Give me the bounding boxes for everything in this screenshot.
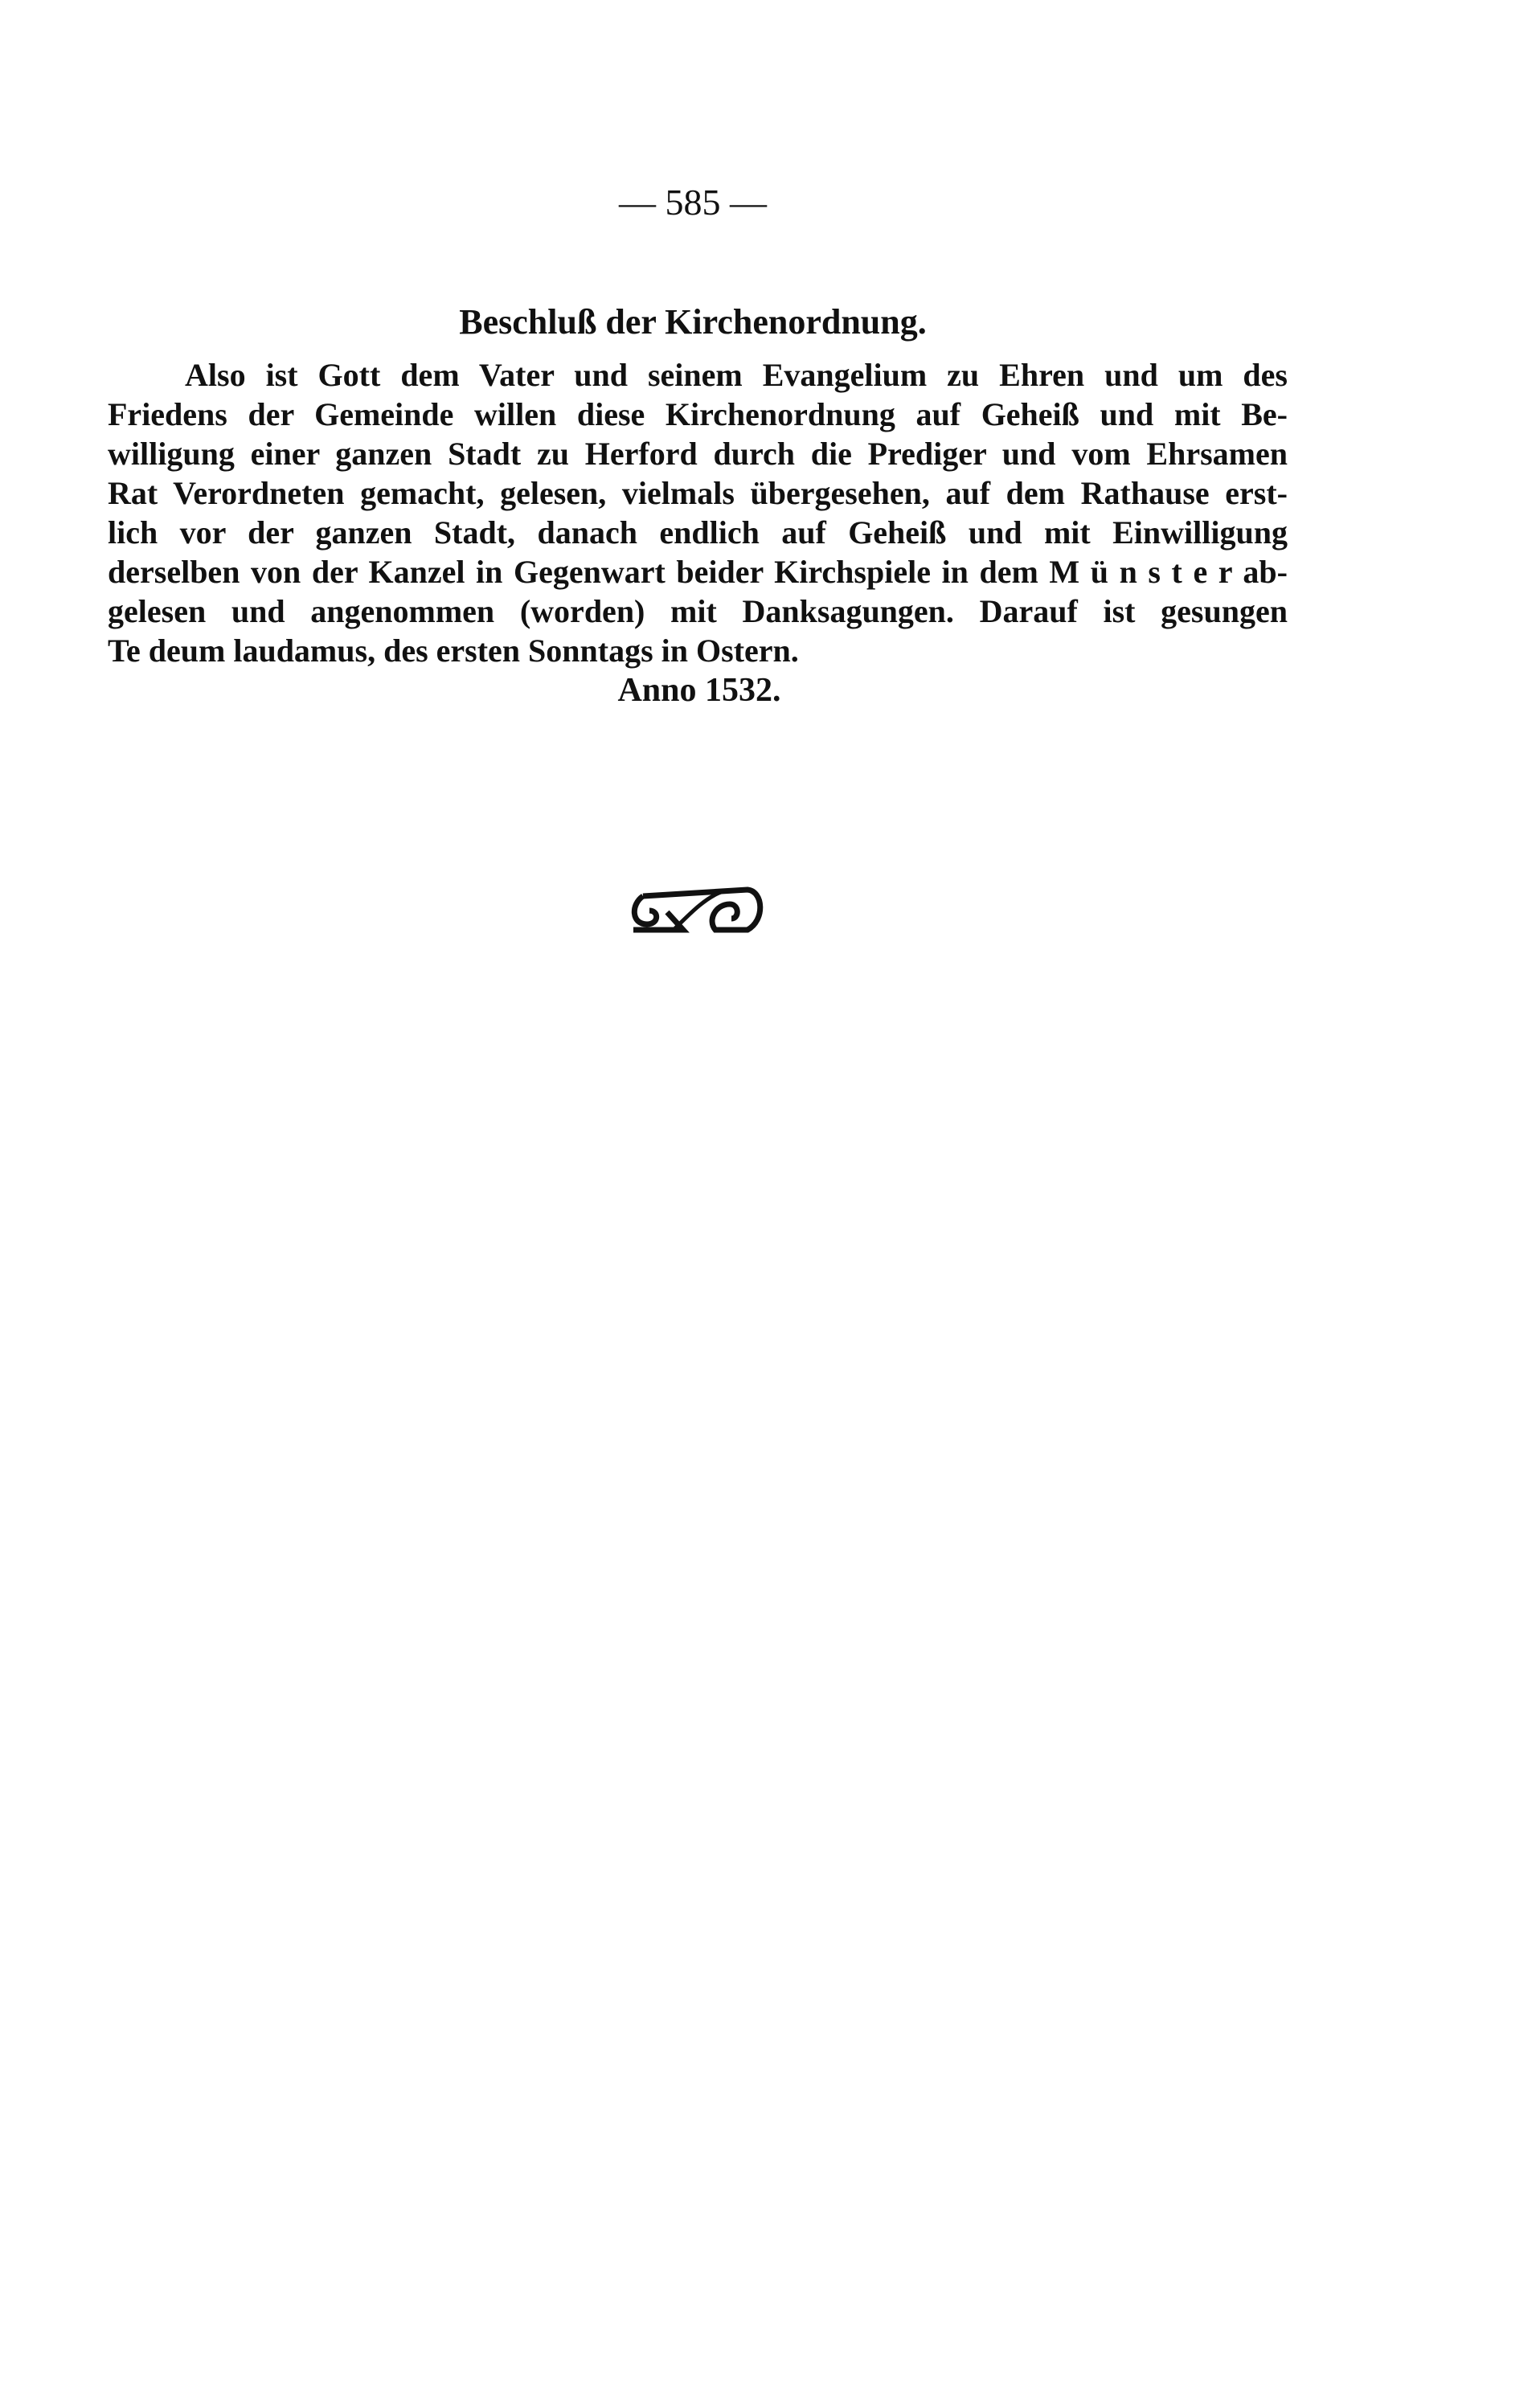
paragraph-line: willigung einer ganzen Stadt zu Herford durch die Prediger und vom Ehrsamen: [108, 436, 1288, 472]
paragraph-line: Te deum laudamus, des ersten Sonntags in Ostern.: [108, 633, 799, 669]
date-line: Anno 1532.: [617, 672, 781, 709]
paragraph-line: Also ist Gott dem Vater und seinem Evangelium zu Ehren und um des: [185, 357, 1288, 393]
paragraph-line: Friedens der Gemeinde willen diese Kirchenordnung auf Geheiß und mit Be-: [108, 396, 1288, 432]
paragraph-line: derselben von der Kanzel in Gegenwart beider Kirchspiele in dem M ü n s t e r ab-: [108, 554, 1288, 590]
page-number: — 585 —: [619, 182, 767, 223]
body-paragraph: [108, 355, 1288, 670]
paragraph-line: Rat Verordneten gemacht, gelesen, vielmals übergesehen, auf dem Rathause erst-: [108, 475, 1288, 511]
paragraph-line: lich vor der ganzen Stadt, danach endlich auf Geheiß und mit Einwilligung: [108, 514, 1288, 551]
paragraph-line: gelesen und angenommen (worden) mit Danksagungen. Darauf ist gesungen: [108, 593, 1288, 629]
section-heading: Beschluß der Kirchenordnung.: [459, 302, 927, 342]
ornament-icon: [627, 880, 768, 936]
